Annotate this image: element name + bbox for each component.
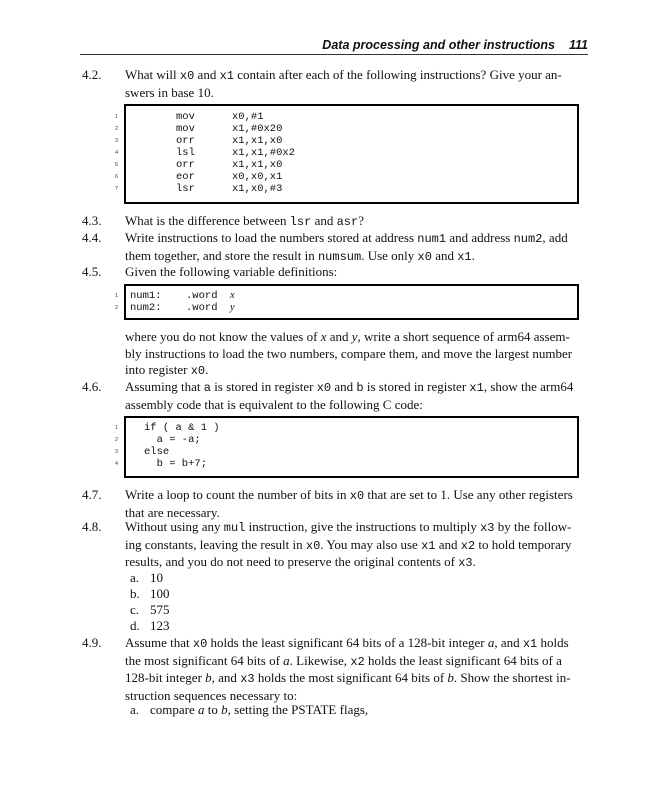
code-line: mov x1,#0x20: [176, 123, 283, 135]
question-4-3: 4.3. What is the difference between lsr and asr?: [82, 213, 364, 229]
code-line: a = -a;: [144, 434, 201, 446]
code-block-vars: [124, 284, 579, 320]
page-number: 111: [568, 38, 588, 52]
code-line: if ( a & 1 ): [144, 422, 220, 434]
question-4-4: 4.4. Write instructions to load the numbers stored at address num1 and address num2, add them together, and store the result in numsum. Use only x0 and x1.: [82, 230, 568, 264]
list-item: b. 100: [130, 586, 170, 601]
code-line: b = b+7;: [144, 458, 208, 470]
code-line: num1: .word x: [130, 290, 235, 302]
line-numbers: 1 2 3 4 5 6 7: [115, 114, 119, 192]
code-line: orr x1,x1,x0: [176, 135, 283, 147]
question-4-5: 4.5. Given the following variable definitions:: [82, 264, 338, 279]
question-4-9: 4.9. Assume that x0 holds the least significant 64 bits of a 128-bit integer a, and x1 holds the most significant 64 bits of a. Likewise, x2 holds the least significant 64 bits of a 128-bit integer b, and x3 holds the most significant 64 bits of b. Show the shortest in- struction sequences necessary to:: [82, 635, 571, 703]
code-line: lsl x1,x1,#0x2: [176, 147, 296, 159]
list-item: d. 123: [130, 618, 170, 633]
list-item: a. 10: [130, 570, 163, 585]
line-numbers: 1 2 3 4: [115, 425, 119, 467]
question-4-8: 4.8. Without using any mul instruction, give the instructions to multiply x3 by the follow- ing constants, leaving the result in x0. You may also use x1 and x2 to hold temporary results, and you do not need to preserve the original contents of x3.: [82, 519, 572, 570]
running-title: Data processing and other instructions: [322, 38, 555, 52]
code-block-c: [124, 416, 579, 478]
code-line: mov x0,#1: [176, 111, 264, 123]
question-4-2: 4.2. What will x0 and x1 contain after each of the following instructions? Give your an- swers in base 10.: [82, 67, 562, 100]
question-4-6: 4.6. Assuming that a is stored in register x0 and b is stored in register x1, show the arm64 assembly code that is equivalent to the following C code:: [82, 379, 574, 412]
code-block-asm: [124, 104, 579, 204]
code-line: num2: .word y: [130, 302, 235, 314]
question-4-5-continued: where you do not know the values of x and y, write a short sequence of arm64 assem- bly instructions to load the two numbers, compare them, and move the largest number into register x0.: [125, 329, 573, 378]
list-item: a. compare a to b, setting the PSTATE flags,: [130, 702, 369, 717]
question-number: 4.2.: [82, 67, 102, 82]
code-line: eor x0,x0,x1: [176, 171, 283, 183]
code-line: orr x1,x1,x0: [176, 159, 283, 171]
code-line: lsr x1,x0,#3: [176, 183, 283, 195]
list-item: c. 575: [130, 602, 170, 617]
question-4-7: 4.7. Write a loop to count the number of bits in x0 that are set to 1. Use any other registers that are necessary.: [82, 487, 573, 520]
code-line: else: [144, 446, 170, 458]
page-header: [80, 38, 588, 55]
line-numbers: 1 2: [115, 293, 119, 311]
